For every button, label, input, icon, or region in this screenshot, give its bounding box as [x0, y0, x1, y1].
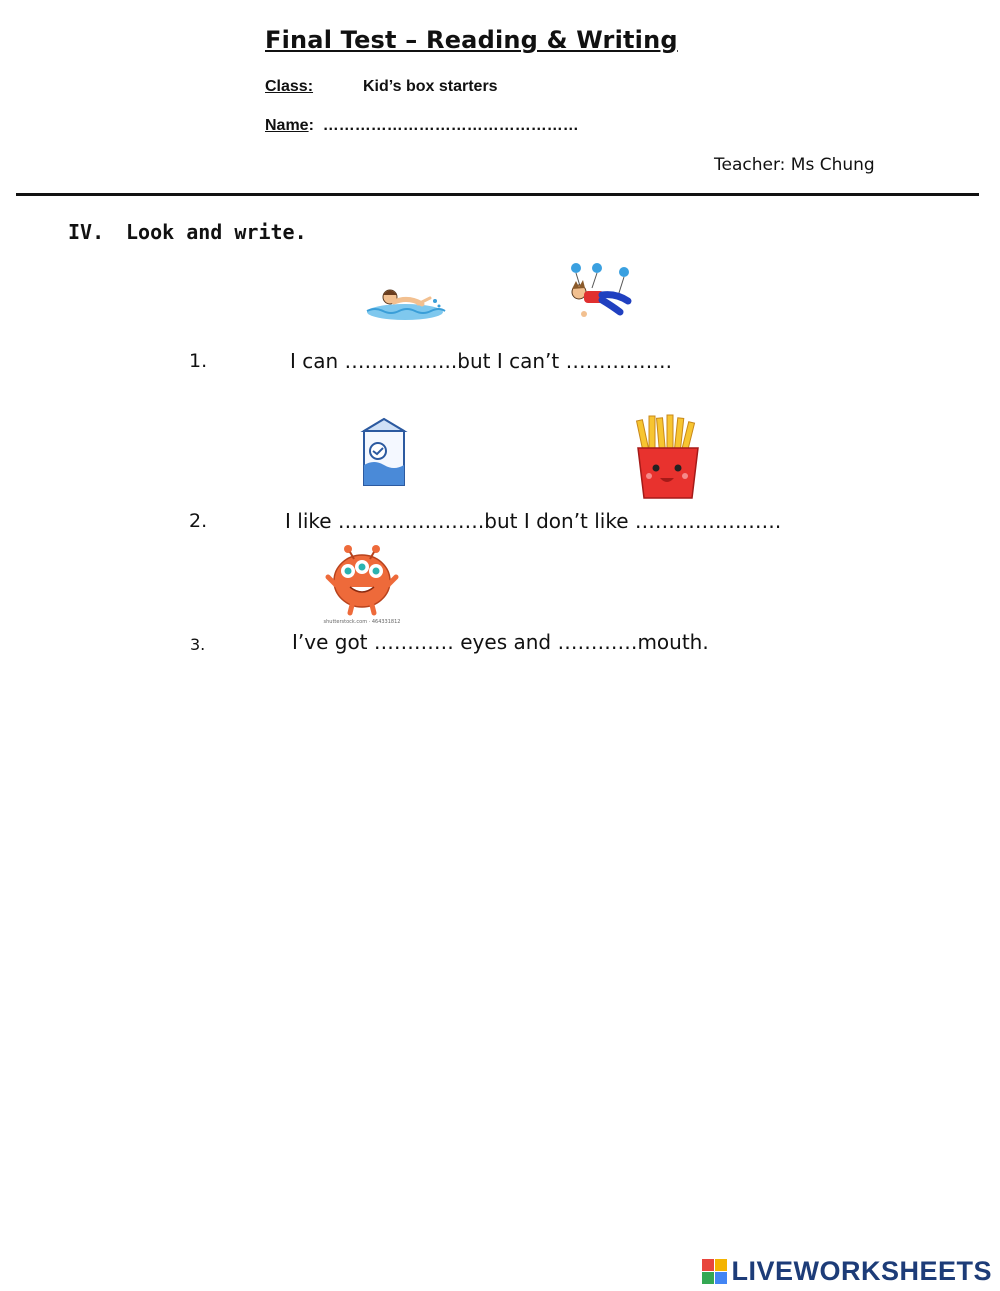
- question-1-text[interactable]: I can ……………..but I can’t …………….: [290, 349, 672, 373]
- worksheet-title: Final Test – Reading & Writing: [265, 26, 678, 54]
- question-number-1: 1.: [189, 350, 208, 372]
- liveworksheets-logo[interactable]: [702, 1256, 992, 1287]
- question-2-text[interactable]: I like ………………….but I don’t like ………………….: [285, 509, 782, 533]
- section-number: IV.: [68, 220, 105, 244]
- swimming-boy-icon: [363, 284, 445, 326]
- class-value: Kid’s box starters: [363, 78, 498, 95]
- logo-blocks-icon: [702, 1259, 727, 1284]
- question-3-text[interactable]: I’ve got ………… eyes and …………mouth.: [292, 630, 709, 654]
- teacher-name: Teacher: Ms Chung: [714, 155, 875, 175]
- milk-carton-icon: [358, 417, 410, 489]
- name-blank[interactable]: …………………………………………: [322, 117, 579, 134]
- section-heading: [68, 220, 307, 244]
- section-title: Look and write.: [126, 220, 307, 244]
- logo-text: LIVEWORKSHEETS: [731, 1256, 992, 1286]
- flying-boy-icon: [562, 262, 642, 326]
- question-number-2: 2.: [189, 510, 208, 532]
- name-row: Name: …………………………………………: [265, 117, 579, 134]
- monster-icon: [323, 541, 401, 625]
- monster-caption: shutterstock.com · 464331812: [323, 619, 401, 625]
- class-label: Class:: [265, 78, 314, 95]
- name-label: Name: [265, 117, 309, 134]
- question-number-3: 3.: [190, 635, 206, 654]
- header-divider: [16, 193, 979, 196]
- french-fries-icon: [634, 414, 702, 502]
